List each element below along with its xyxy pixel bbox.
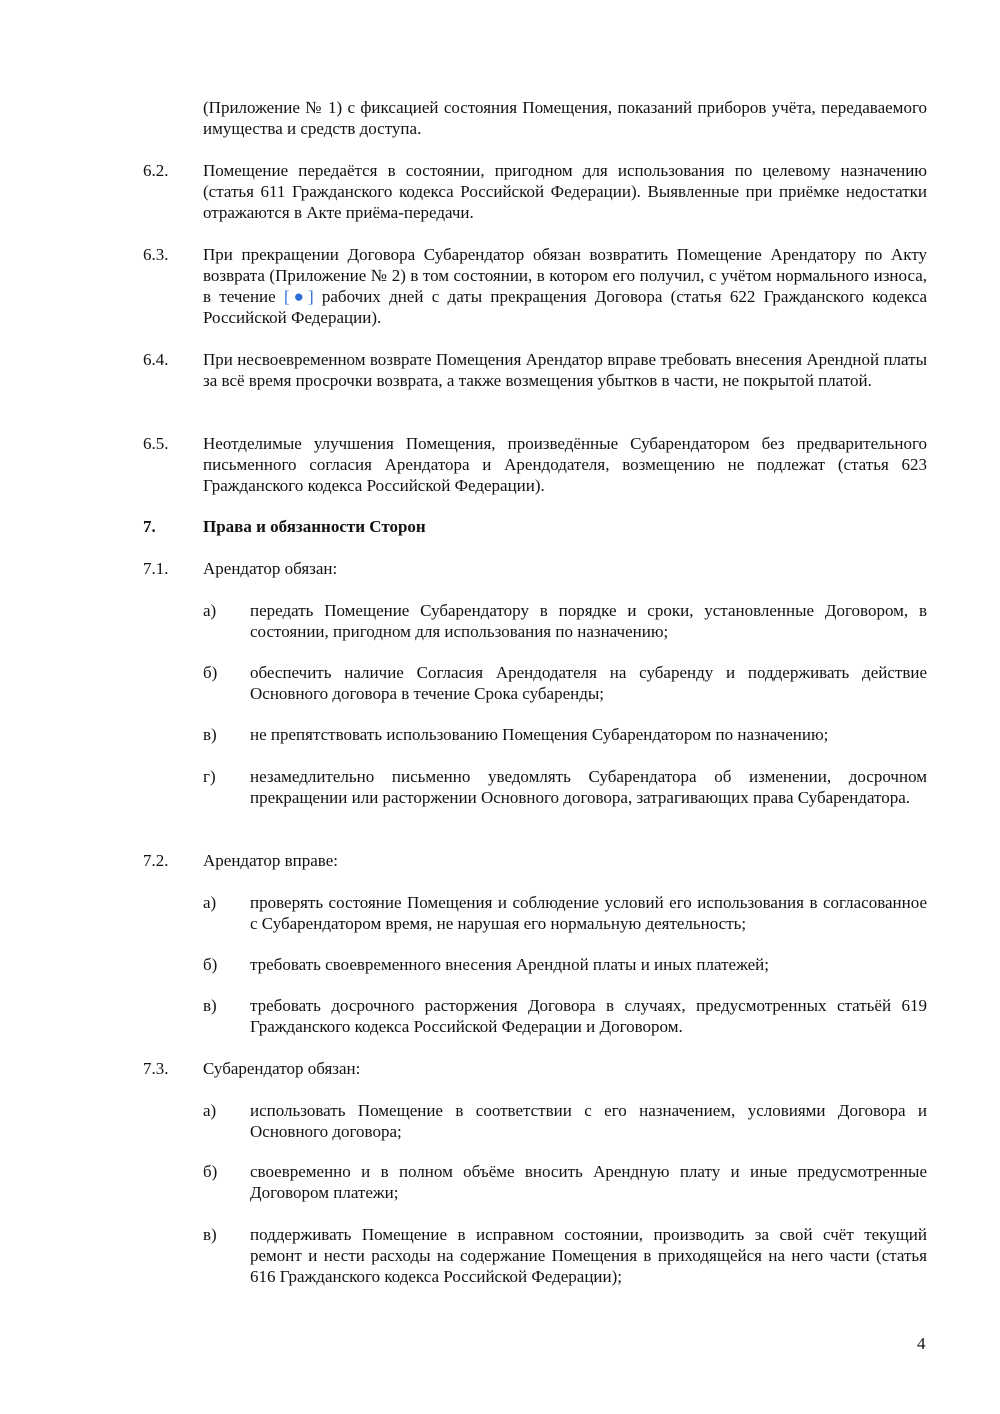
item-letter: а): [203, 601, 217, 620]
clause-text-part: При прекращении Договора Субарендатор обязан возвратить Помещение Арендатору по Акту возврата (Приложение № 2) в том состоянии, в котором его получил, с учётом нормального износа, в течение: [203, 245, 927, 306]
item-text: не препятствовать использованию Помещения Субарендатором по назначению;: [250, 725, 829, 744]
clause-text: При несвоевременном возврате Помещения Арендатор вправе требовать внесения Арендной платы за всё время просрочки возврата, а также возмещения убытков в части, не покрытой платой.: [203, 350, 927, 390]
item-text: своевременно и в полном объёме вносить Арендную плату и иные предусмотренные Договором платежи;: [250, 1162, 927, 1202]
item-text: проверять состояние Помещения и соблюдение условий его использования в согласованное с Субарендатором время, не нарушая его нормальную деятельность;: [250, 893, 927, 933]
item-text: требовать досрочного расторжения Договора в случаях, предусмотренных статьёй 619 Гражданского кодекса Российской Федерации и Договором.: [250, 996, 927, 1036]
clause-number: 6.3.: [143, 245, 169, 264]
item-letter: а): [203, 893, 217, 912]
clause-text: Арендатор обязан:: [203, 559, 338, 578]
item-text: использовать Помещение в соответствии с его назначением, условиями Договора и Основного договора;: [250, 1101, 927, 1141]
item-letter: а): [203, 1101, 217, 1120]
clause-number: 7.1.: [143, 559, 169, 578]
clause-text: [203, 244, 927, 328]
clause-number: 7.2.: [143, 851, 169, 870]
clause-number: 6.5.: [143, 434, 169, 453]
item-letter: в): [203, 1225, 217, 1244]
clause-text: Неотделимые улучшения Помещения, произведённые Субарендатором без предварительного письменного согласия Арендатора и Арендодателя, возмещению не подлежат (статья 623 Гражданского кодекса Российской Федерации).: [203, 434, 927, 495]
clause-text: Субарендатор обязан:: [203, 1059, 361, 1078]
clause-number: 7.3.: [143, 1059, 169, 1078]
item-text: поддерживать Помещение в исправном состоянии, производить за свой счёт текущий ремонт и нести расходы на содержание Помещения в приходящейся на него части (статья 616 Гражданского кодекса Российской Федерации);: [250, 1225, 927, 1286]
item-text: обеспечить наличие Согласия Арендодателя на субаренду и поддерживать действие Основного договора в течение Срока субаренды;: [250, 663, 927, 703]
item-text: требовать своевременного внесения Арендной платы и иных платежей;: [250, 955, 769, 974]
page-number: 4: [917, 1334, 926, 1353]
clause-number: 6.4.: [143, 350, 169, 369]
clause-number: 6.2.: [143, 161, 169, 180]
clause-text: Помещение передаётся в состоянии, пригодном для использования по целевому назначению (статья 611 Гражданского кодекса Российской Федерации). Выявленные при приёмке недостатки отражаются в Акте приёма-передачи.: [203, 161, 927, 222]
item-letter: в): [203, 725, 217, 744]
clause-text: Арендатор вправе:: [203, 851, 338, 870]
clause-text-part: рабочих дней с даты прекращения Договора (статья 622 Гражданского кодекса Российской Федерации).: [203, 287, 928, 327]
item-text: передать Помещение Субарендатору в порядке и сроки, установленные Договором, в состоянии, пригодном для использования по назначению;: [250, 601, 927, 641]
section-title: Права и обязанности Сторон: [203, 517, 426, 536]
section-number: 7.: [143, 517, 156, 536]
item-letter: г): [203, 767, 216, 786]
intro-paragraph: (Приложение № 1) с фиксацией состояния Помещения, показаний приборов учёта, передаваемого имущества и средств доступа.: [203, 98, 927, 138]
item-text: незамедлительно письменно уведомлять Субарендатора об изменении, досрочном прекращении или расторжении Основного договора, затрагивающих права Субарендатора.: [250, 767, 927, 807]
item-letter: б): [203, 663, 218, 682]
item-letter: б): [203, 1162, 218, 1181]
item-letter: в): [203, 996, 217, 1015]
item-letter: б): [203, 955, 218, 974]
placeholder-marker: [●]: [283, 287, 314, 306]
